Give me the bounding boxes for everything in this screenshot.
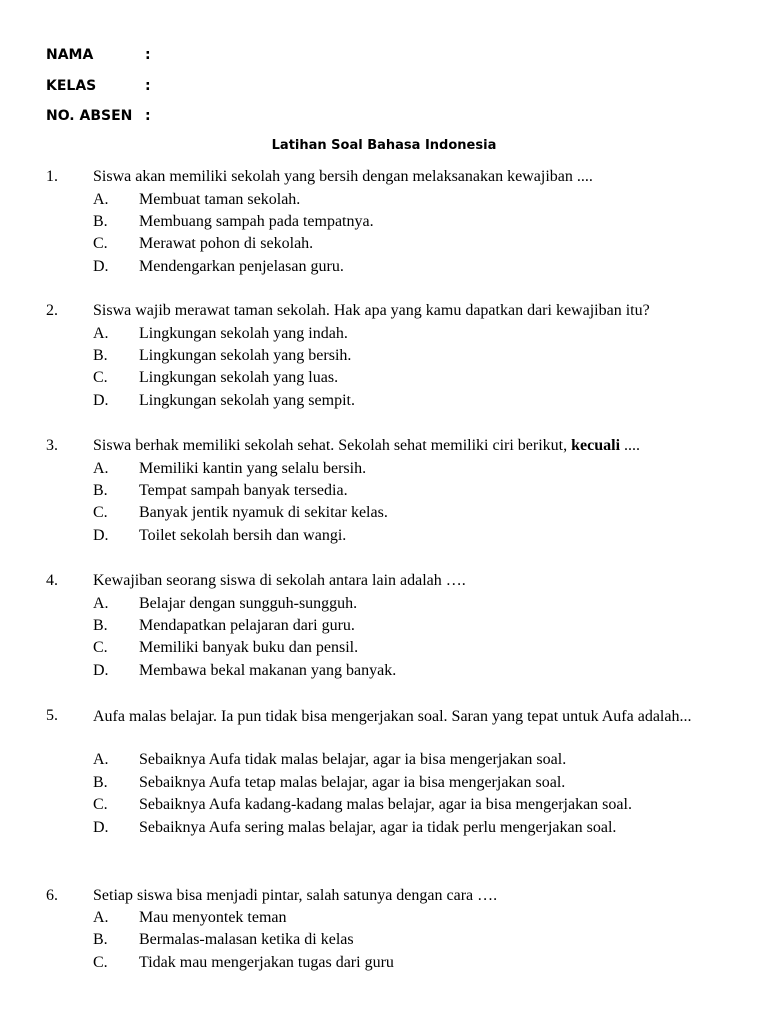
- question-text: Siswa akan memiliki sekolah yang bersih dengan melaksanakan kewajiban ....: [93, 168, 593, 185]
- option-letter: C.: [93, 235, 108, 252]
- option-letter: B.: [93, 213, 108, 230]
- option-letter: D.: [93, 819, 109, 836]
- option-letter: A.: [93, 325, 109, 342]
- option-text: Lingkungan sekolah yang luas.: [139, 369, 339, 386]
- option-text: Memiliki kantin yang selalu bersih.: [139, 460, 367, 477]
- option-text: Lingkungan sekolah yang bersih.: [139, 347, 352, 364]
- question-keyword-emphasis: kecuali: [571, 437, 621, 454]
- option-text: Sebaiknya Aufa tetap malas belajar, agar ia bisa mengerjakan soal.: [139, 774, 566, 791]
- question-text: Siswa wajib merawat taman sekolah. Hak apa yang kamu dapatkan dari kewajiban itu?: [93, 302, 650, 319]
- option-letter: A.: [93, 595, 109, 612]
- option-letter: B.: [93, 347, 108, 364]
- option-text: Lingkungan sekolah yang sempit.: [139, 392, 355, 409]
- question-text-tail: ....: [620, 437, 641, 454]
- absence-number-colon: :: [145, 108, 151, 124]
- option-letter: C.: [93, 639, 108, 656]
- option-text: Membuat taman sekolah.: [139, 191, 301, 208]
- option-letter: D.: [93, 662, 109, 679]
- option-text: Toilet sekolah bersih dan wangi.: [139, 527, 347, 544]
- option-text: Bermalas-malasan ketika di kelas: [139, 931, 354, 948]
- option-letter: C.: [93, 504, 108, 521]
- option-text: Memiliki banyak buku dan pensil.: [139, 639, 359, 656]
- option-letter: D.: [93, 258, 109, 275]
- option-letter: B.: [93, 482, 108, 499]
- option-text: Belajar dengan sungguh-sungguh.: [139, 595, 358, 612]
- option-text: Mau menyontek teman: [139, 909, 287, 926]
- question-number: 5.: [46, 707, 58, 724]
- question-text-lead: Siswa berhak memiliki sekolah sehat. Sekolah sehat memiliki ciri berikut,: [93, 437, 572, 454]
- option-letter: D.: [93, 527, 109, 544]
- option-letter: A.: [93, 751, 109, 768]
- option-letter: C.: [93, 796, 108, 813]
- name-colon: :: [145, 47, 151, 63]
- option-letter: B.: [93, 774, 108, 791]
- option-text: Sebaiknya Aufa tidak malas belajar, agar ia bisa mengerjakan soal.: [139, 751, 567, 768]
- option-text: Tempat sampah banyak tersedia.: [139, 482, 348, 499]
- option-text: Mendapatkan pelajaran dari guru.: [139, 617, 355, 634]
- class-label: KELAS: [46, 78, 97, 94]
- question-number: 1.: [46, 168, 58, 185]
- option-text: Mendengarkan penjelasan guru.: [139, 258, 344, 275]
- option-text: Sebaiknya Aufa kadang-kadang malas belajar, agar ia bisa mengerjakan soal.: [139, 796, 632, 813]
- class-colon: :: [145, 78, 151, 94]
- question-number: 2.: [46, 302, 58, 319]
- option-text: Membuang sampah pada tempatnya.: [139, 213, 374, 230]
- option-letter: A.: [93, 460, 109, 477]
- option-letter: C.: [93, 369, 108, 386]
- option-letter: B.: [93, 931, 108, 948]
- question-number: 4.: [46, 572, 58, 589]
- question-text: Setiap siswa bisa menjadi pintar, salah satunya dengan cara ….: [93, 887, 498, 904]
- option-letter: A.: [93, 909, 109, 926]
- option-letter: A.: [93, 191, 109, 208]
- option-text: Tidak mau mengerjakan tugas dari guru: [139, 954, 394, 971]
- question-text: Kewajiban seorang siswa di sekolah antara lain adalah ….: [93, 572, 466, 589]
- absence-number-label: NO. ABSEN: [46, 108, 133, 124]
- option-letter: C.: [93, 954, 108, 971]
- page-title: Latihan Soal Bahasa Indonesia: [271, 138, 497, 153]
- option-letter: B.: [93, 617, 108, 634]
- question-number: 6.: [46, 887, 58, 904]
- option-text: Merawat pohon di sekolah.: [139, 235, 314, 252]
- option-text: Lingkungan sekolah yang indah.: [139, 325, 348, 342]
- question-text: [93, 435, 640, 457]
- question-text: Aufa malas belajar. Ia pun tidak bisa mengerjakan soal. Saran yang tepat untuk Aufa adalah...: [93, 708, 692, 725]
- name-label: NAMA: [46, 47, 94, 63]
- option-text: Banyak jentik nyamuk di sekitar kelas.: [139, 504, 388, 521]
- option-letter: D.: [93, 392, 109, 409]
- option-text: Membawa bekal makanan yang banyak.: [139, 662, 397, 679]
- option-text: Sebaiknya Aufa sering malas belajar, agar ia tidak perlu mengerjakan soal.: [139, 819, 617, 836]
- question-number: 3.: [46, 437, 58, 454]
